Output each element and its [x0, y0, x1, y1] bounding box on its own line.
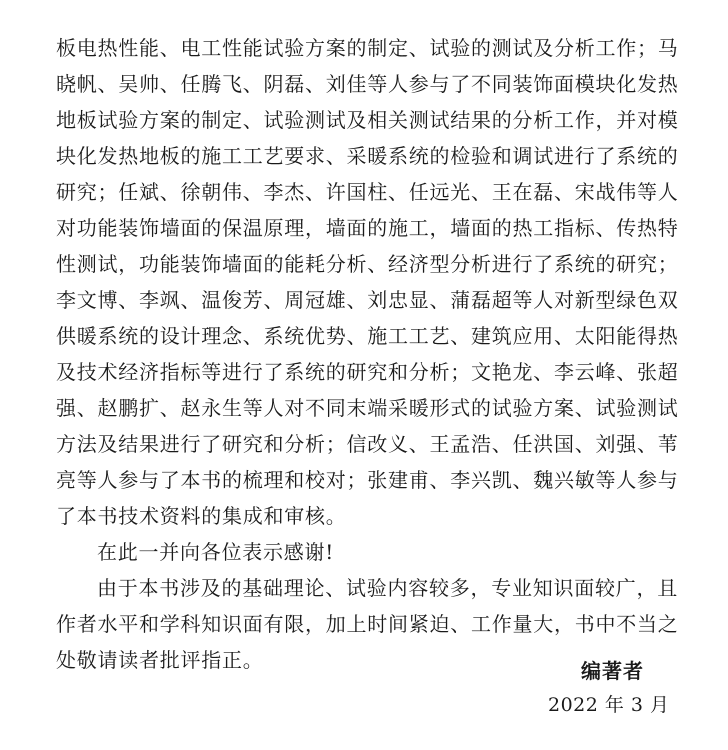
text-line: 处敬请读者批评指正。: [56, 648, 264, 672]
text-line: 作者水平和学科知识面有限，加上时间紧迫、工作量大，书中不当之: [56, 612, 679, 636]
document-body: [56, 30, 706, 678]
text-line: 地板试验方案的制定、试验测试及相关测试结果的分析工作，并对模: [56, 108, 679, 132]
text-line: 方法及结果进行了研究和分析；信改义、王孟浩、任洪国、刘强、苇: [56, 432, 679, 456]
author-signature: 编著者: [581, 659, 644, 683]
text-line: 李文博、李飒、温俊芳、周冠雄、刘忠显、蒲磊超等人对新型绿色双: [56, 288, 679, 312]
text-line: 块化发热地板的施工工艺要求、采暖系统的检验和调试进行了系统的: [56, 144, 679, 168]
text-line: 板电热性能、电工性能试验方案的制定、试验的测试及分析工作；马: [56, 36, 679, 60]
text-line: 晓帆、吴帅、任腾飞、阴磊、刘佳等人参与了不同装饰面模块化发热: [56, 72, 679, 96]
text-line: 了本书技术资料的集成和审核。: [56, 504, 347, 528]
text-line: 及技术经济指标等进行了系统的研究和分析；文艳龙、李云峰、张超: [56, 360, 679, 384]
text-line: 亮等人参与了本书的梳理和校对；张建甫、李兴凯、魏兴敏等人参与: [56, 468, 679, 492]
text-line: 对功能装饰墙面的保温原理，墙面的施工，墙面的热工指标、传热特: [56, 216, 679, 240]
text-line: 强、赵鹏扩、赵永生等人对不同末端采暖形式的试验方案、试验测试: [56, 396, 679, 420]
text-line: 由于本书涉及的基础理论、试验内容较多，专业知识面较广，且: [97, 576, 678, 600]
text-line: 研究；任斌、徐朝伟、李杰、许国柱、任远光、王在磊、宋战伟等人: [56, 180, 679, 204]
signature-date: 2022 年 3 月: [548, 694, 670, 716]
text-line: 供暖系统的设计理念、系统优势、施工工艺、建筑应用、太阳能得热: [56, 324, 679, 348]
text-line: 性测试，功能装饰墙面的能耗分析、经济型分析进行了系统的研究；: [56, 252, 679, 276]
acknowledgment-paragraph: [56, 30, 706, 534]
thanks-paragraph: 在此一并向各位表示感谢!: [97, 540, 335, 564]
